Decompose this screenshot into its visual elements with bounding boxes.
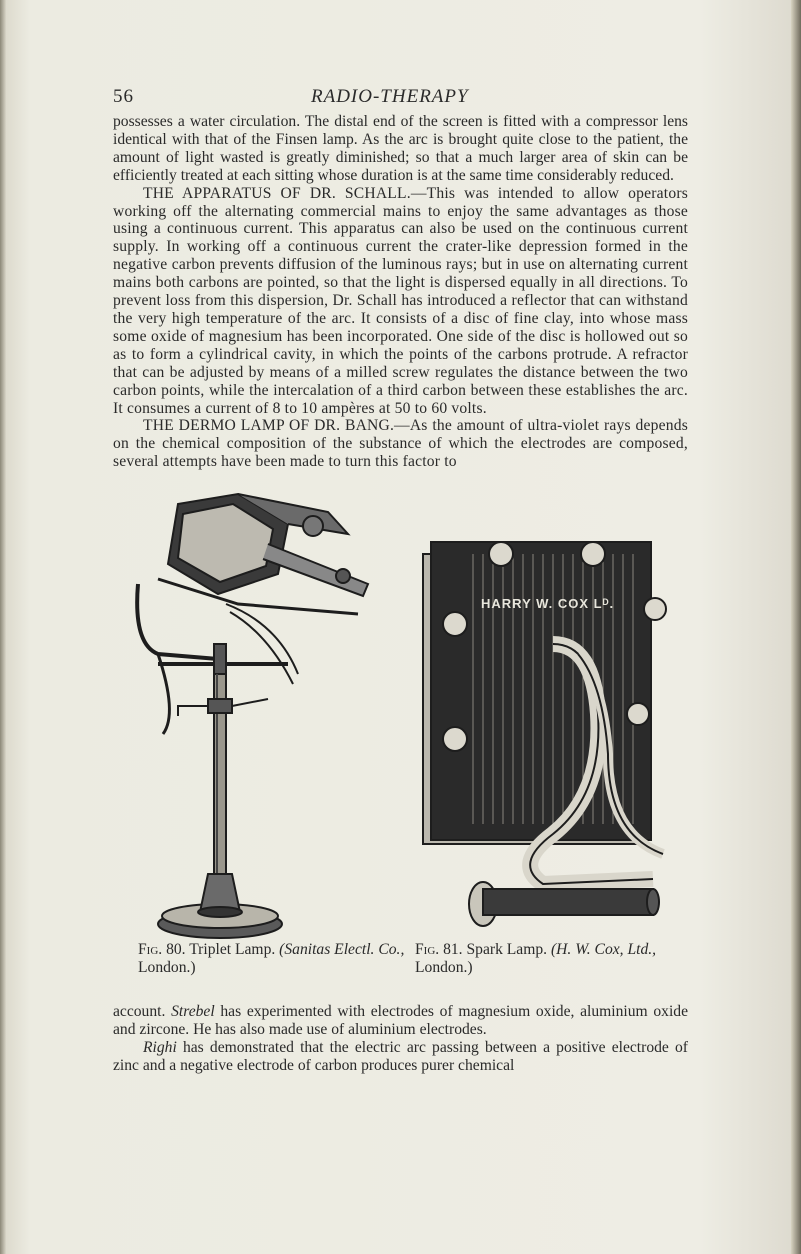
paragraph-bang: THE DERMO LAMP OF DR. BANG.—As the amount of ultra-violet rays depends on the chemical composition of the substance of which the electrodes are composed, several attempts have been made to turn this factor to [113, 417, 688, 471]
strebel-lead: account. [113, 1003, 166, 1020]
fig80-title: Triplet Lamp. [189, 941, 276, 958]
paragraph-schall: THE APPARATUS OF DR. SCHALL.—This was intended to allow operators working off the alternating commercial mains to enjoy the same advantages as those using a continuous current. This apparatus can also be used on the continuous current supply. In working off a continuous current the crater-like depression formed in the negative carbon prevents diffusion of the luminous rays; but in use on alternating current mains both carbons are pointed, so that the light is dispersed equally in all directions. To prevent loss from this dispersion, Dr. Schall has introduced a reflector that can withstand the very high temperature of the arc. It consists of a disc of fine clay, into whose mass some oxide of magnesium has been incorporated. One side of the disc is hollowed out so as to form a cylindrical cavity, in which the points of the carbons protrude. A refractor that can be adjusted by means of a milled screw regulates the distance between the two carbon points, while the intercalation of a third carbon between these establishes the arc. It consumes a current of 8 to 10 ampères at 50 to 60 volts. [113, 184, 688, 417]
righi-text: has demonstrated that the electric arc passing between a positive electrode of zinc and a negative electrode of carbon produces purer chemical [113, 1038, 688, 1074]
page-number: 56 [113, 86, 134, 107]
righi-name: Righi [143, 1038, 177, 1056]
paragraph-strebel [113, 1003, 688, 1039]
fig81-maker: (H. W. Cox, Ltd., [550, 941, 657, 958]
running-header [113, 86, 683, 112]
triplet-lamp-illustration [118, 484, 403, 939]
strebel-name: Strebel [171, 1003, 215, 1020]
fig80-city: London.) [138, 959, 196, 976]
fig81-title: Spark Lamp. [466, 941, 548, 958]
figure-area [113, 484, 688, 939]
strebel-text: has experimented with electrodes of magnesium oxide, aluminium oxide and zircone. He has also made use of aluminium electrodes. [113, 1003, 688, 1038]
page-edge-left [0, 0, 6, 1254]
fig81-label: Fig. 81. [415, 941, 463, 958]
body-text-top [113, 113, 688, 471]
fig81-city: London.) [415, 959, 473, 976]
caption-fig-80 [138, 941, 413, 977]
fig80-label: Fig. 80. [138, 941, 186, 958]
body-text-bottom [113, 1003, 688, 1075]
fig80-maker: (Sanitas Electl. Co., [279, 941, 405, 958]
paragraph-righi [113, 1039, 688, 1075]
paragraph-compressor: possesses a water circulation. The distal end of the screen is fitted with a compressor lens identical with that of the Finsen lamp. As the arc is brought quite close to the patient, the amount of light wasted is greatly diminished; so that a much larger area of skin can be efficiently treated at each sitting whose duration is at the same time considerably reduced. [113, 113, 688, 184]
caption-fig-81 [415, 941, 690, 977]
spark-lamp-illustration [403, 534, 688, 934]
plate-maker-text: HARRY W. COX Lᴰ. [481, 596, 615, 611]
page-edge-right [791, 0, 801, 1254]
running-title: RADIO-THERAPY [311, 86, 469, 107]
